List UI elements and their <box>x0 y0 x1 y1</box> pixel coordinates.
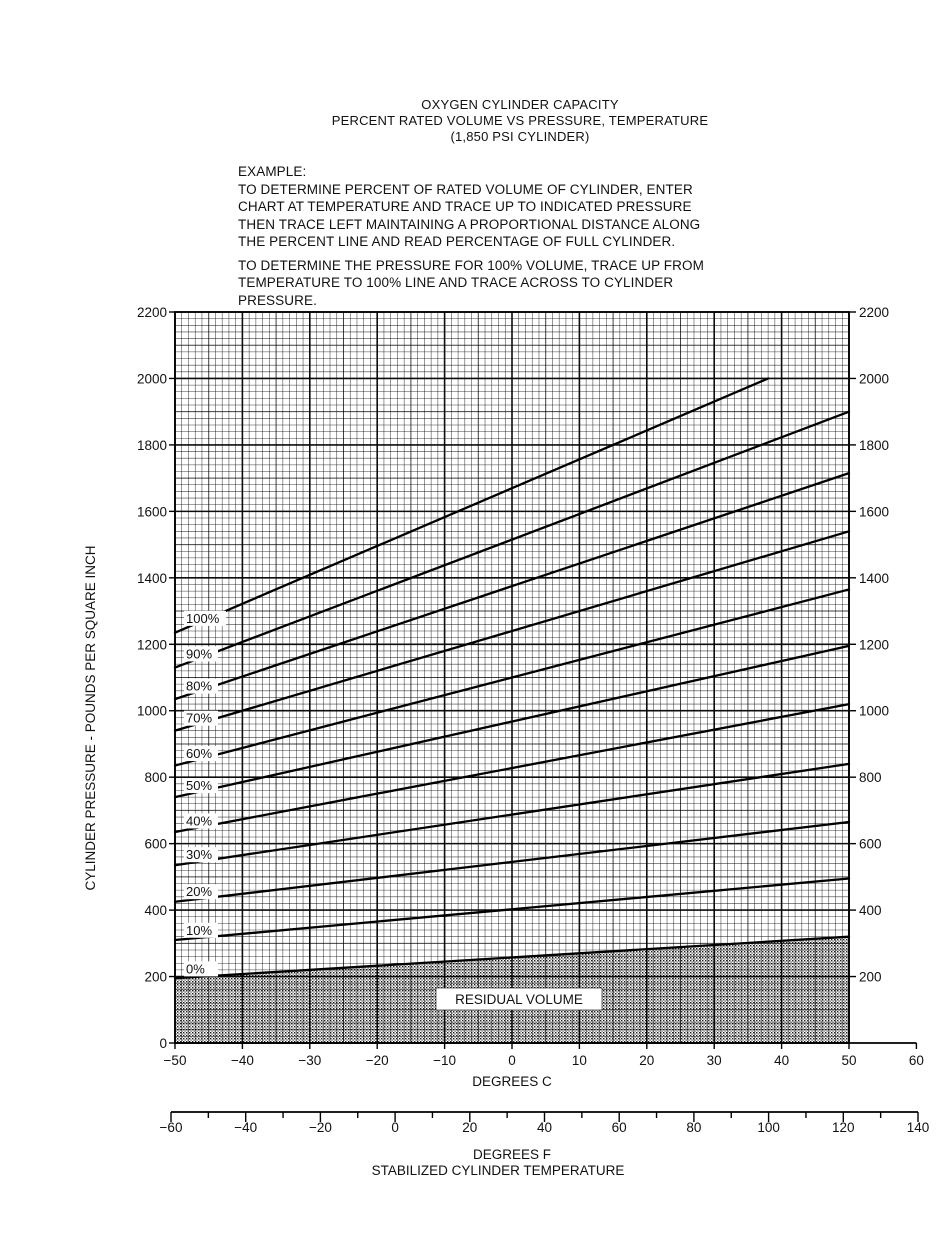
instructions-line: TEMPERATURE TO 100% LINE AND TRACE ACROSS TO CYLINDER <box>238 275 674 290</box>
residual-volume-label: RESIDUAL VOLUME <box>455 992 583 1007</box>
y-tick-label: 600 <box>144 836 167 852</box>
y-right-tick-label: 1800 <box>859 437 890 453</box>
x-tick-label-c: −40 <box>230 1053 254 1068</box>
y-right-tick-label: 1200 <box>859 637 890 653</box>
instructions-heading: EXAMPLE: <box>238 164 307 179</box>
x-tick-label-f: 140 <box>906 1120 930 1135</box>
x-tick-label-f: 40 <box>536 1120 553 1135</box>
y-right-tick-label: 800 <box>859 770 882 786</box>
x-tick-label-c: 60 <box>908 1053 924 1068</box>
y-right-tick-label: 1400 <box>859 570 890 586</box>
y-tick-label: 0 <box>159 1036 167 1051</box>
y-tick-label: 200 <box>144 969 167 985</box>
x-tick-label-f: 20 <box>462 1120 478 1135</box>
x-tick-label-c: 40 <box>774 1053 790 1068</box>
instructions-line: CHART AT TEMPERATURE AND TRACE UP TO INDICATED PRESSURE <box>238 199 692 214</box>
y-right-tick-label: 600 <box>859 836 882 852</box>
title-line-1: OXYGEN CYLINDER CAPACITY <box>421 97 619 112</box>
x-axis-subtitle-fahrenheit: STABILIZED CYLINDER TEMPERATURE <box>371 1163 625 1178</box>
y-tick-label: 1400 <box>136 570 167 586</box>
series-label: 70% <box>186 710 213 726</box>
y-tick-label: 1000 <box>136 703 167 719</box>
y-right-tick-label: 200 <box>859 969 882 985</box>
series-label: 10% <box>186 922 213 938</box>
title-line-3: (1,850 PSI CYLINDER) <box>450 129 590 144</box>
x-tick-label-c: −10 <box>433 1053 457 1068</box>
y-tick-label: 800 <box>144 770 167 786</box>
x-tick-label-f: −20 <box>308 1120 332 1135</box>
y-tick-label: 400 <box>144 903 167 919</box>
y-right-tick-label: 2200 <box>859 305 890 320</box>
y-tick-label: 1800 <box>136 437 167 453</box>
x-tick-label-f: −60 <box>159 1120 183 1135</box>
x-tick-label-c: −30 <box>298 1053 322 1068</box>
series-label: 100% <box>186 610 220 626</box>
x-axis-title-fahrenheit: DEGREES F <box>472 1147 552 1162</box>
series-label: 90% <box>186 646 213 662</box>
x-tick-label-c: −50 <box>163 1053 187 1068</box>
instructions-line: TO DETERMINE THE PRESSURE FOR 100% VOLUME, TRACE UP FROM <box>238 257 704 273</box>
x-tick-label-c: 0 <box>508 1053 516 1068</box>
x-tick-label-f: 120 <box>832 1120 855 1135</box>
y-tick-label: 2000 <box>136 371 167 387</box>
x-tick-label-c: 20 <box>639 1053 655 1068</box>
x-axis-title-celsius: DEGREES C <box>472 1074 552 1089</box>
x-tick-label-f: −40 <box>234 1120 258 1135</box>
series-label: 0% <box>186 961 205 977</box>
series-label: 80% <box>186 678 213 694</box>
x-tick-label-c: 10 <box>571 1053 587 1068</box>
y-tick-label: 1600 <box>136 504 167 520</box>
x-tick-label-c: 30 <box>706 1053 722 1068</box>
series-label: 20% <box>186 884 213 900</box>
series-label: 40% <box>186 813 213 829</box>
instructions-line: PRESSURE. <box>238 292 317 308</box>
instructions-line: TO DETERMINE PERCENT OF RATED VOLUME OF CYLINDER, ENTER <box>238 181 693 197</box>
y-tick-label: 2200 <box>136 305 167 320</box>
x-tick-label-f: 100 <box>757 1120 780 1135</box>
y-right-tick-label: 1600 <box>859 504 890 520</box>
y-right-tick-label: 1000 <box>859 703 890 719</box>
y-right-tick-label: 2000 <box>859 371 890 387</box>
x-tick-label-f: 0 <box>391 1120 399 1135</box>
y-right-tick-label: 400 <box>859 903 882 919</box>
title-line-2: PERCENT RATED VOLUME VS PRESSURE, TEMPERATURE <box>331 113 709 128</box>
y-axis-title: CYLINDER PRESSURE - POUNDS PER SQUARE INCH <box>83 545 98 891</box>
instructions-line: THEN TRACE LEFT MAINTAINING A PROPORTIONAL DISTANCE ALONG <box>238 216 701 232</box>
x-tick-label-c: 50 <box>841 1053 857 1068</box>
x-tick-label-f: 60 <box>611 1120 627 1135</box>
x-tick-label-f: 80 <box>686 1120 702 1135</box>
instructions-line: THE PERCENT LINE AND READ PERCENTAGE OF FULL CYLINDER. <box>238 234 676 249</box>
series-label: 30% <box>186 847 213 863</box>
y-tick-label: 1200 <box>136 637 167 653</box>
x-tick-label-c: −20 <box>365 1053 389 1068</box>
series-label: 60% <box>186 746 213 762</box>
series-label: 50% <box>186 778 213 794</box>
